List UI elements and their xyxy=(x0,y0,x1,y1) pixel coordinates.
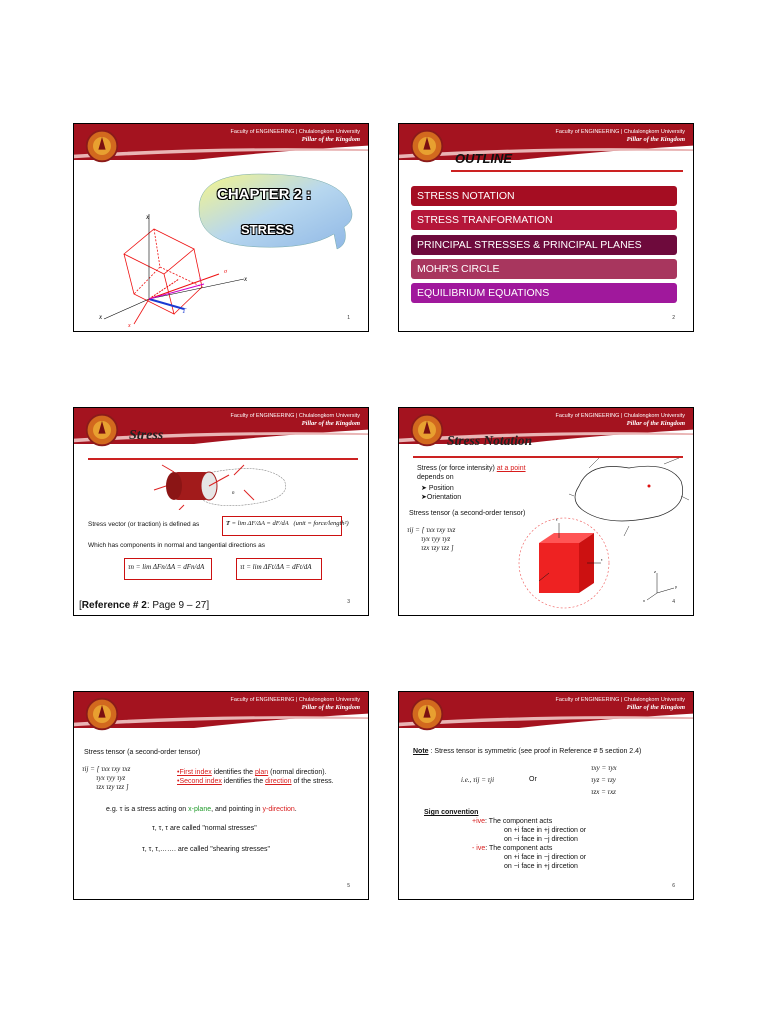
second-index-label: •Second index xyxy=(177,778,222,785)
university-logo xyxy=(409,412,445,448)
tangential-formula: τt = lim ΔFt/ΔA = dFt/dA xyxy=(240,563,312,571)
header-text xyxy=(556,413,686,427)
title-underline xyxy=(451,170,683,172)
axes-icon xyxy=(642,568,682,606)
negative-text: : The component acts xyxy=(485,845,553,852)
first-index-line xyxy=(177,769,327,776)
pillar-line: Pillar of the Kingdom xyxy=(626,704,685,711)
negative-line xyxy=(472,845,552,852)
bullet-position: ➤ Position xyxy=(421,485,454,492)
ref-rest: : Page 9 – 27] xyxy=(146,600,210,611)
svg-text:z: z xyxy=(654,569,656,574)
positive-label: +ive xyxy=(472,818,486,825)
page-number: 3 xyxy=(347,599,350,605)
outline-title: OUTLINE xyxy=(455,151,513,166)
page-number: 1 xyxy=(347,315,350,321)
ref-bold: Reference # 2 xyxy=(81,600,147,611)
ie-equation: i.e., τij = τji xyxy=(461,776,495,784)
faculty-line: Faculty of ENGINEERING | Chulalongkorn University xyxy=(230,129,360,135)
svg-text:τ: τ xyxy=(199,277,202,283)
pillar-line: Pillar of the Kingdom xyxy=(301,704,360,711)
svg-text:τ: τ xyxy=(556,517,558,522)
svg-text:x: x xyxy=(128,323,131,329)
svg-text:x: x xyxy=(99,313,103,321)
page-number: 6 xyxy=(672,883,675,889)
university-logo xyxy=(84,696,120,732)
reference-line xyxy=(79,600,209,611)
bullet-orientation: ➤Orientation xyxy=(421,494,462,501)
eq-yz: τyz = τzy xyxy=(591,776,616,784)
shearing-stresses-line: τ, τ, τ,……. are called "shearing stresses" xyxy=(142,846,271,853)
positive-line xyxy=(472,818,552,825)
slide-title: Stress Notation xyxy=(447,433,533,448)
svg-text:τ: τ xyxy=(601,557,603,562)
example-line xyxy=(106,806,297,813)
svg-text:n: n xyxy=(232,491,235,496)
first-mid: identifies the xyxy=(211,769,255,776)
faculty-line: Faculty of ENGINEERING | Chulalongkorn University xyxy=(555,129,685,135)
university-logo xyxy=(84,412,120,448)
first-end: (normal direction). xyxy=(268,769,327,776)
header-text xyxy=(231,129,361,143)
tensor-label: Stress tensor (a second-order tensor) xyxy=(409,510,526,517)
tensor-label: Stress tensor (a second-order tensor) xyxy=(84,749,201,756)
plan-word: plan xyxy=(254,769,269,776)
or-text: Or xyxy=(529,776,537,783)
direction-word: direction xyxy=(265,778,292,785)
slide-2[interactable] xyxy=(398,123,694,332)
ref-bracket: [ xyxy=(79,600,82,611)
outline-item-5[interactable]: EQUILIBRIUM EQUATIONS xyxy=(411,283,677,303)
slide-4[interactable] xyxy=(398,407,694,616)
header-text xyxy=(231,413,361,427)
slide-1[interactable] xyxy=(73,123,369,332)
pillar-line: Pillar of the Kingdom xyxy=(626,420,685,427)
intensity-line xyxy=(417,465,526,472)
page-number: 2 xyxy=(672,315,675,321)
second-index-line xyxy=(177,778,334,785)
faculty-line: Faculty of ENGINEERING | Chulalongkorn University xyxy=(555,413,685,419)
svg-text:T: T xyxy=(182,307,186,315)
second-end: of the stress. xyxy=(291,778,334,785)
outline-item-2[interactable]: STRESS TRANFORMATION xyxy=(411,210,677,230)
positive-text: : The component acts xyxy=(485,818,553,825)
header-text xyxy=(556,697,686,711)
svg-text:y: y xyxy=(675,584,677,589)
eg-end: . xyxy=(294,806,297,813)
positive-line-3: on −i face in −j direction xyxy=(504,836,578,843)
university-logo xyxy=(409,696,445,732)
note-line xyxy=(413,748,641,755)
tensor-matrix: τij = [ τxx τxy τxz τyx τyy τyz τzx τzy τzz ] xyxy=(82,765,131,791)
depends-on-text: depends on xyxy=(417,474,454,481)
header-text xyxy=(556,129,686,143)
pillar-line: Pillar of the Kingdom xyxy=(301,420,360,427)
header-text xyxy=(231,697,361,711)
eq-xy: τxy = τyx xyxy=(591,764,617,772)
x-plane-word: x-plane xyxy=(188,806,212,813)
university-logo xyxy=(409,128,445,164)
stress-cube xyxy=(509,513,619,613)
eg-prefix: e.g. τ xyxy=(106,806,123,813)
second-mid: identifies the xyxy=(221,778,266,785)
pillar-line: Pillar of the Kingdom xyxy=(301,136,360,143)
first-index-label: •First index xyxy=(177,769,212,776)
outline-item-1[interactable]: STRESS NOTATION xyxy=(411,186,677,206)
stress-cube-diagram xyxy=(94,209,254,329)
tensor-matrix: τij = [ τxx τxy τxz τyx τyy τyz τzx τzy τzz ] xyxy=(407,526,456,552)
bullet-position-text: Position xyxy=(428,485,454,492)
note-text: : Stress tensor is symmetric (see proof in Reference # 5 section 2.4) xyxy=(428,748,642,755)
chapter-title: CHAPTER 2 : xyxy=(217,186,312,203)
chapter-topic: STRESS xyxy=(241,222,294,237)
outline-item-4[interactable]: MOHR'S CIRCLE xyxy=(411,259,677,279)
eg-mid2: , and pointing in xyxy=(211,806,263,813)
intensity-text: Stress (or force intensity) xyxy=(417,465,497,472)
faculty-line: Faculty of ENGINEERING | Chulalongkorn University xyxy=(555,697,685,703)
outline-item-3[interactable]: PRINCIPAL STRESSES & PRINCIPAL PLANES xyxy=(411,235,677,255)
note-label: Note xyxy=(413,748,429,755)
components-text: Which has components in normal and tangential directions as xyxy=(88,542,266,549)
sign-convention-heading: Sign convention xyxy=(424,809,479,816)
slide-3[interactable] xyxy=(73,407,369,616)
university-logo xyxy=(84,128,120,164)
page-number: 4 xyxy=(672,599,675,605)
slide-title: Stress xyxy=(129,428,164,443)
cylinder-diagram xyxy=(144,460,294,510)
bullet-orientation-text: Orientation xyxy=(426,494,462,501)
negative-line-2: on +i face in −j direction or xyxy=(504,854,587,861)
normal-formula: τn = lim ΔFn/ΔA = dFn/dA xyxy=(128,563,205,571)
negative-label: - ive xyxy=(472,845,486,852)
pillar-line: Pillar of the Kingdom xyxy=(626,136,685,143)
normal-stresses-line: τ, τ, τ are called "normal stresses" xyxy=(152,825,257,832)
svg-text:x: x xyxy=(244,275,248,283)
slide-5[interactable] xyxy=(73,691,369,900)
positive-line-2: on +i face in +j direction or xyxy=(504,827,587,834)
eq-zx: τzx = τxz xyxy=(591,788,616,796)
faculty-line: Faculty of ENGINEERING | Chulalongkorn University xyxy=(230,413,360,419)
y-direction-word: y-direction xyxy=(262,806,295,813)
at-a-point-text: at a point xyxy=(496,465,526,472)
faculty-line: Faculty of ENGINEERING | Chulalongkorn University xyxy=(230,697,360,703)
svg-text:x: x xyxy=(643,598,645,603)
negative-line-3: on −i face in +j dircetion xyxy=(504,863,578,870)
svg-text:σ: σ xyxy=(224,269,227,275)
eg-mid: is a stress acting on xyxy=(122,806,189,813)
traction-formula: T = lim ΔF/ΔA = dF/dA (unit = force/length²) xyxy=(226,520,349,527)
page-number: 5 xyxy=(347,883,350,889)
vector-def-text: Stress vector (or traction) is defined as xyxy=(88,521,200,528)
slide-6[interactable] xyxy=(398,691,694,900)
svg-text:x: x xyxy=(146,213,150,221)
